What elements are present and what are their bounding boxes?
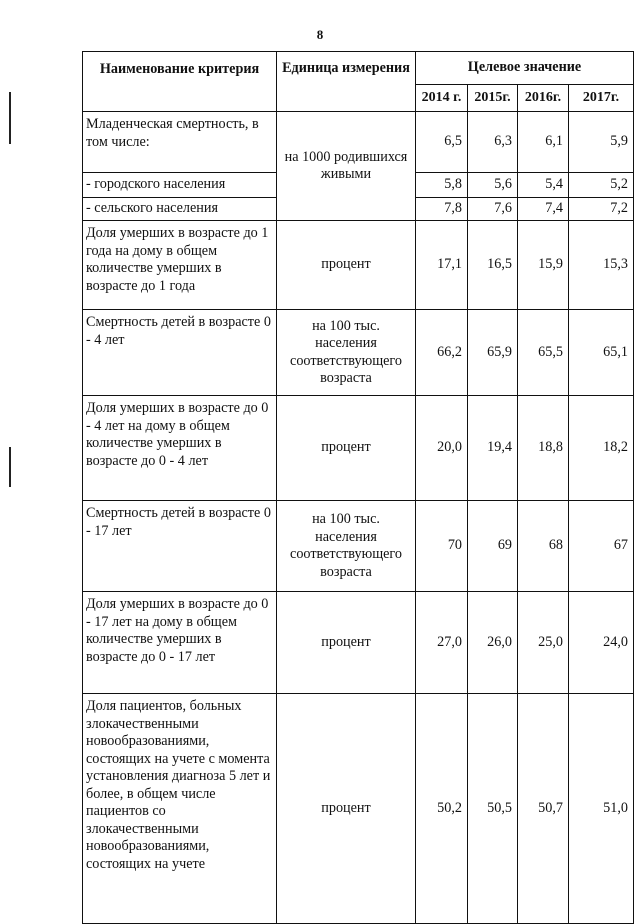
criterion-unit: процент [277, 396, 416, 501]
value-2016: 65,5 [518, 310, 569, 396]
value-2015: 7,6 [468, 198, 518, 221]
value-2017: 65,1 [569, 310, 634, 396]
value-2015: 16,5 [468, 221, 518, 310]
value-2014: 7,8 [416, 198, 468, 221]
value-2017: 5,2 [569, 173, 634, 198]
header-year-2017: 2017г. [569, 85, 634, 112]
value-2016: 18,8 [518, 396, 569, 501]
value-2014: 50,2 [416, 694, 468, 924]
margin-mark [9, 92, 11, 144]
header-unit: Единица измерения [277, 52, 416, 112]
criterion-name: Доля умерших в возрасте до 0 - 17 лет на дому в общем количестве умерших в возрасте до 0 - 17 лет [83, 592, 277, 694]
value-2015: 6,3 [468, 112, 518, 173]
criterion-name: Доля умерших в возрасте до 1 года на дому в общем количестве умерших в возрасте до 1 года [83, 221, 277, 310]
criterion-name: Доля умерших в возрасте до 0 - 4 лет на дому в общем количестве умерших в возрасте до 0 - 4 лет [83, 396, 277, 501]
criteria-table [82, 51, 634, 924]
value-2014: 70 [416, 501, 468, 592]
criterion-unit: на 100 тыс. населения соответствующего возраста [277, 501, 416, 592]
criterion-unit: на 100 тыс. населения соответствующего возраста [277, 310, 416, 396]
value-2016: 6,1 [518, 112, 569, 173]
value-2014: 17,1 [416, 221, 468, 310]
criterion-name: Доля пациентов, больных злокачественными новообразованиями, состоящих на учете с момента установления диагноза 5 лет и более, в общем числе пациентов со злокачественными новообразованиями, состоящих на учете [83, 694, 277, 924]
criterion-name: Младенческая смертность, в том числе: [83, 112, 277, 173]
value-2015: 19,4 [468, 396, 518, 501]
value-2014: 27,0 [416, 592, 468, 694]
value-2015: 26,0 [468, 592, 518, 694]
criterion-name: Смертность детей в возрасте 0 - 4 лет [83, 310, 277, 396]
table-row [83, 694, 634, 924]
header-target-value: Целевое значение [416, 52, 634, 85]
value-2015: 65,9 [468, 310, 518, 396]
criterion-unit: процент [277, 221, 416, 310]
criterion-subname-rural: - сельского населения [83, 198, 277, 221]
table-row [83, 310, 634, 396]
value-2016: 50,7 [518, 694, 569, 924]
header-year-2014: 2014 г. [416, 85, 468, 112]
value-2016: 5,4 [518, 173, 569, 198]
value-2014: 6,5 [416, 112, 468, 173]
value-2017: 24,0 [569, 592, 634, 694]
header-year-2016: 2016г. [518, 85, 569, 112]
table-row [83, 112, 634, 173]
criterion-subname-urban: - городского населения [83, 173, 277, 198]
value-2017: 67 [569, 501, 634, 592]
value-2016: 7,4 [518, 198, 569, 221]
page-number: 8 [316, 27, 324, 42]
value-2014: 5,8 [416, 173, 468, 198]
value-2015: 5,6 [468, 173, 518, 198]
value-2016: 68 [518, 501, 569, 592]
criterion-name: Смертность детей в возрасте 0 - 17 лет [83, 501, 277, 592]
table-row [83, 592, 634, 694]
value-2015: 69 [468, 501, 518, 592]
value-2016: 25,0 [518, 592, 569, 694]
value-2017: 15,3 [569, 221, 634, 310]
value-2017: 51,0 [569, 694, 634, 924]
value-2017: 7,2 [569, 198, 634, 221]
header-criterion-name: Наименование критерия [83, 52, 277, 112]
criterion-unit: процент [277, 694, 416, 924]
header-year-2015: 2015г. [468, 85, 518, 112]
value-2017: 5,9 [569, 112, 634, 173]
table-row [83, 221, 634, 310]
margin-mark [9, 447, 11, 487]
value-2014: 66,2 [416, 310, 468, 396]
value-2015: 50,5 [468, 694, 518, 924]
criterion-unit: на 1000 родившихся живыми [277, 112, 416, 221]
value-2016: 15,9 [518, 221, 569, 310]
value-2014: 20,0 [416, 396, 468, 501]
table-row [83, 501, 634, 592]
criterion-unit: процент [277, 592, 416, 694]
value-2017: 18,2 [569, 396, 634, 501]
table-row [83, 396, 634, 501]
